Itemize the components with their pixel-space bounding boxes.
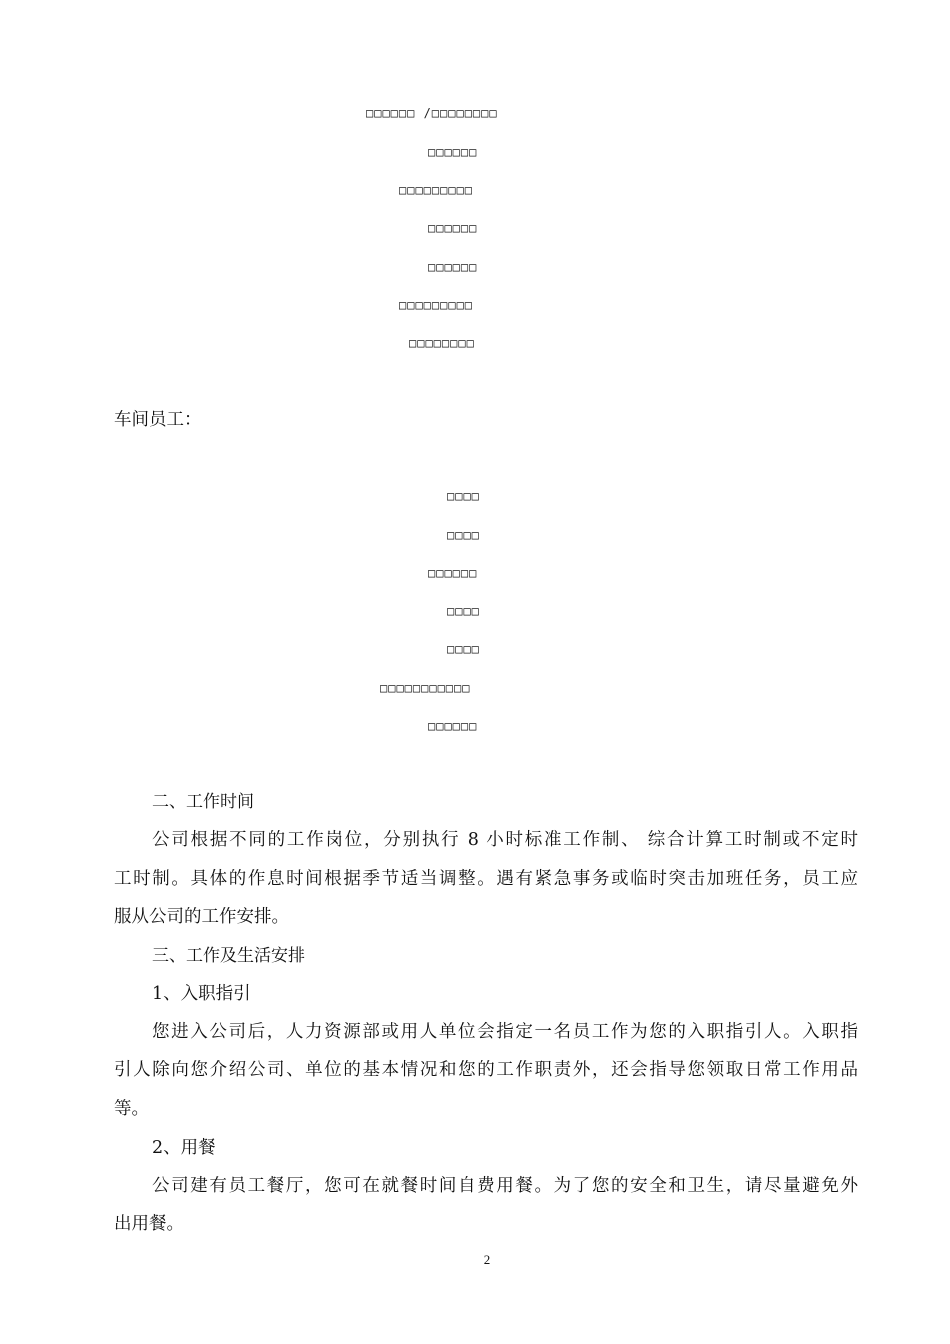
work-time-paragraph-line: 服从公司的工作安排。 <box>114 907 289 927</box>
section-heading-work-time: 二、工作时间 <box>152 792 254 812</box>
dining-paragraph-line: 出用餐。 <box>114 1214 184 1234</box>
workshop-list-item: □□□□ <box>447 489 480 503</box>
office-list-header: □□□□□□ /□□□□□□□□ <box>366 106 498 120</box>
workshop-list-item: □□□□ <box>447 528 480 542</box>
dining-paragraph-line: 公司建有员工餐厅，您可在就餐时间自费用餐。为了您的安全和卫生，请尽量避免外 <box>152 1176 858 1196</box>
office-list-item: □□□□□□ <box>428 221 478 235</box>
subsection-heading-dining: 2、用餐 <box>152 1138 216 1158</box>
workshop-staff-label: 车间员工： <box>114 410 202 430</box>
onboarding-paragraph-line: 等。 <box>114 1099 149 1119</box>
work-time-paragraph-line: 工时制。具体的作息时间根据季节适当调整。遇有紧急事务或临时突击加班任务，员工应 <box>114 869 858 889</box>
onboarding-paragraph-line: 引人除向您介绍公司、单位的基本情况和您的工作职责外，还会指导您领取日常工作用品 <box>114 1060 858 1080</box>
workshop-list-item: □□□□ <box>447 642 480 656</box>
office-list-item: □□□□□□ <box>428 260 478 274</box>
section-heading-arrangement: 三、工作及生活安排 <box>152 946 305 966</box>
subsection-heading-onboarding: 1、入职指引 <box>152 984 251 1004</box>
office-list-item: □□□□□□□□□ <box>399 183 474 197</box>
workshop-list-item: □□□□□□□□□□□ <box>380 681 471 695</box>
workshop-list-item: □□□□□□ <box>428 566 478 580</box>
office-list-item: □□□□□□□□□ <box>399 298 474 312</box>
workshop-list-item: □□□□□□ <box>428 719 478 733</box>
work-time-paragraph-line: 公司根据不同的工作岗位，分别执行 8 小时标准工作制、 综合计算工时制或不定时 <box>152 830 858 850</box>
workshop-list-item: □□□□ <box>447 604 480 618</box>
page-number: 2 <box>483 1252 491 1267</box>
office-list-item: □□□□□□□□ <box>409 336 475 350</box>
office-list-item: □□□□□□ <box>428 145 478 159</box>
onboarding-paragraph-line: 您进入公司后，人力资源部或用人单位会指定一名员工作为您的入职指引人。入职指 <box>152 1022 858 1042</box>
